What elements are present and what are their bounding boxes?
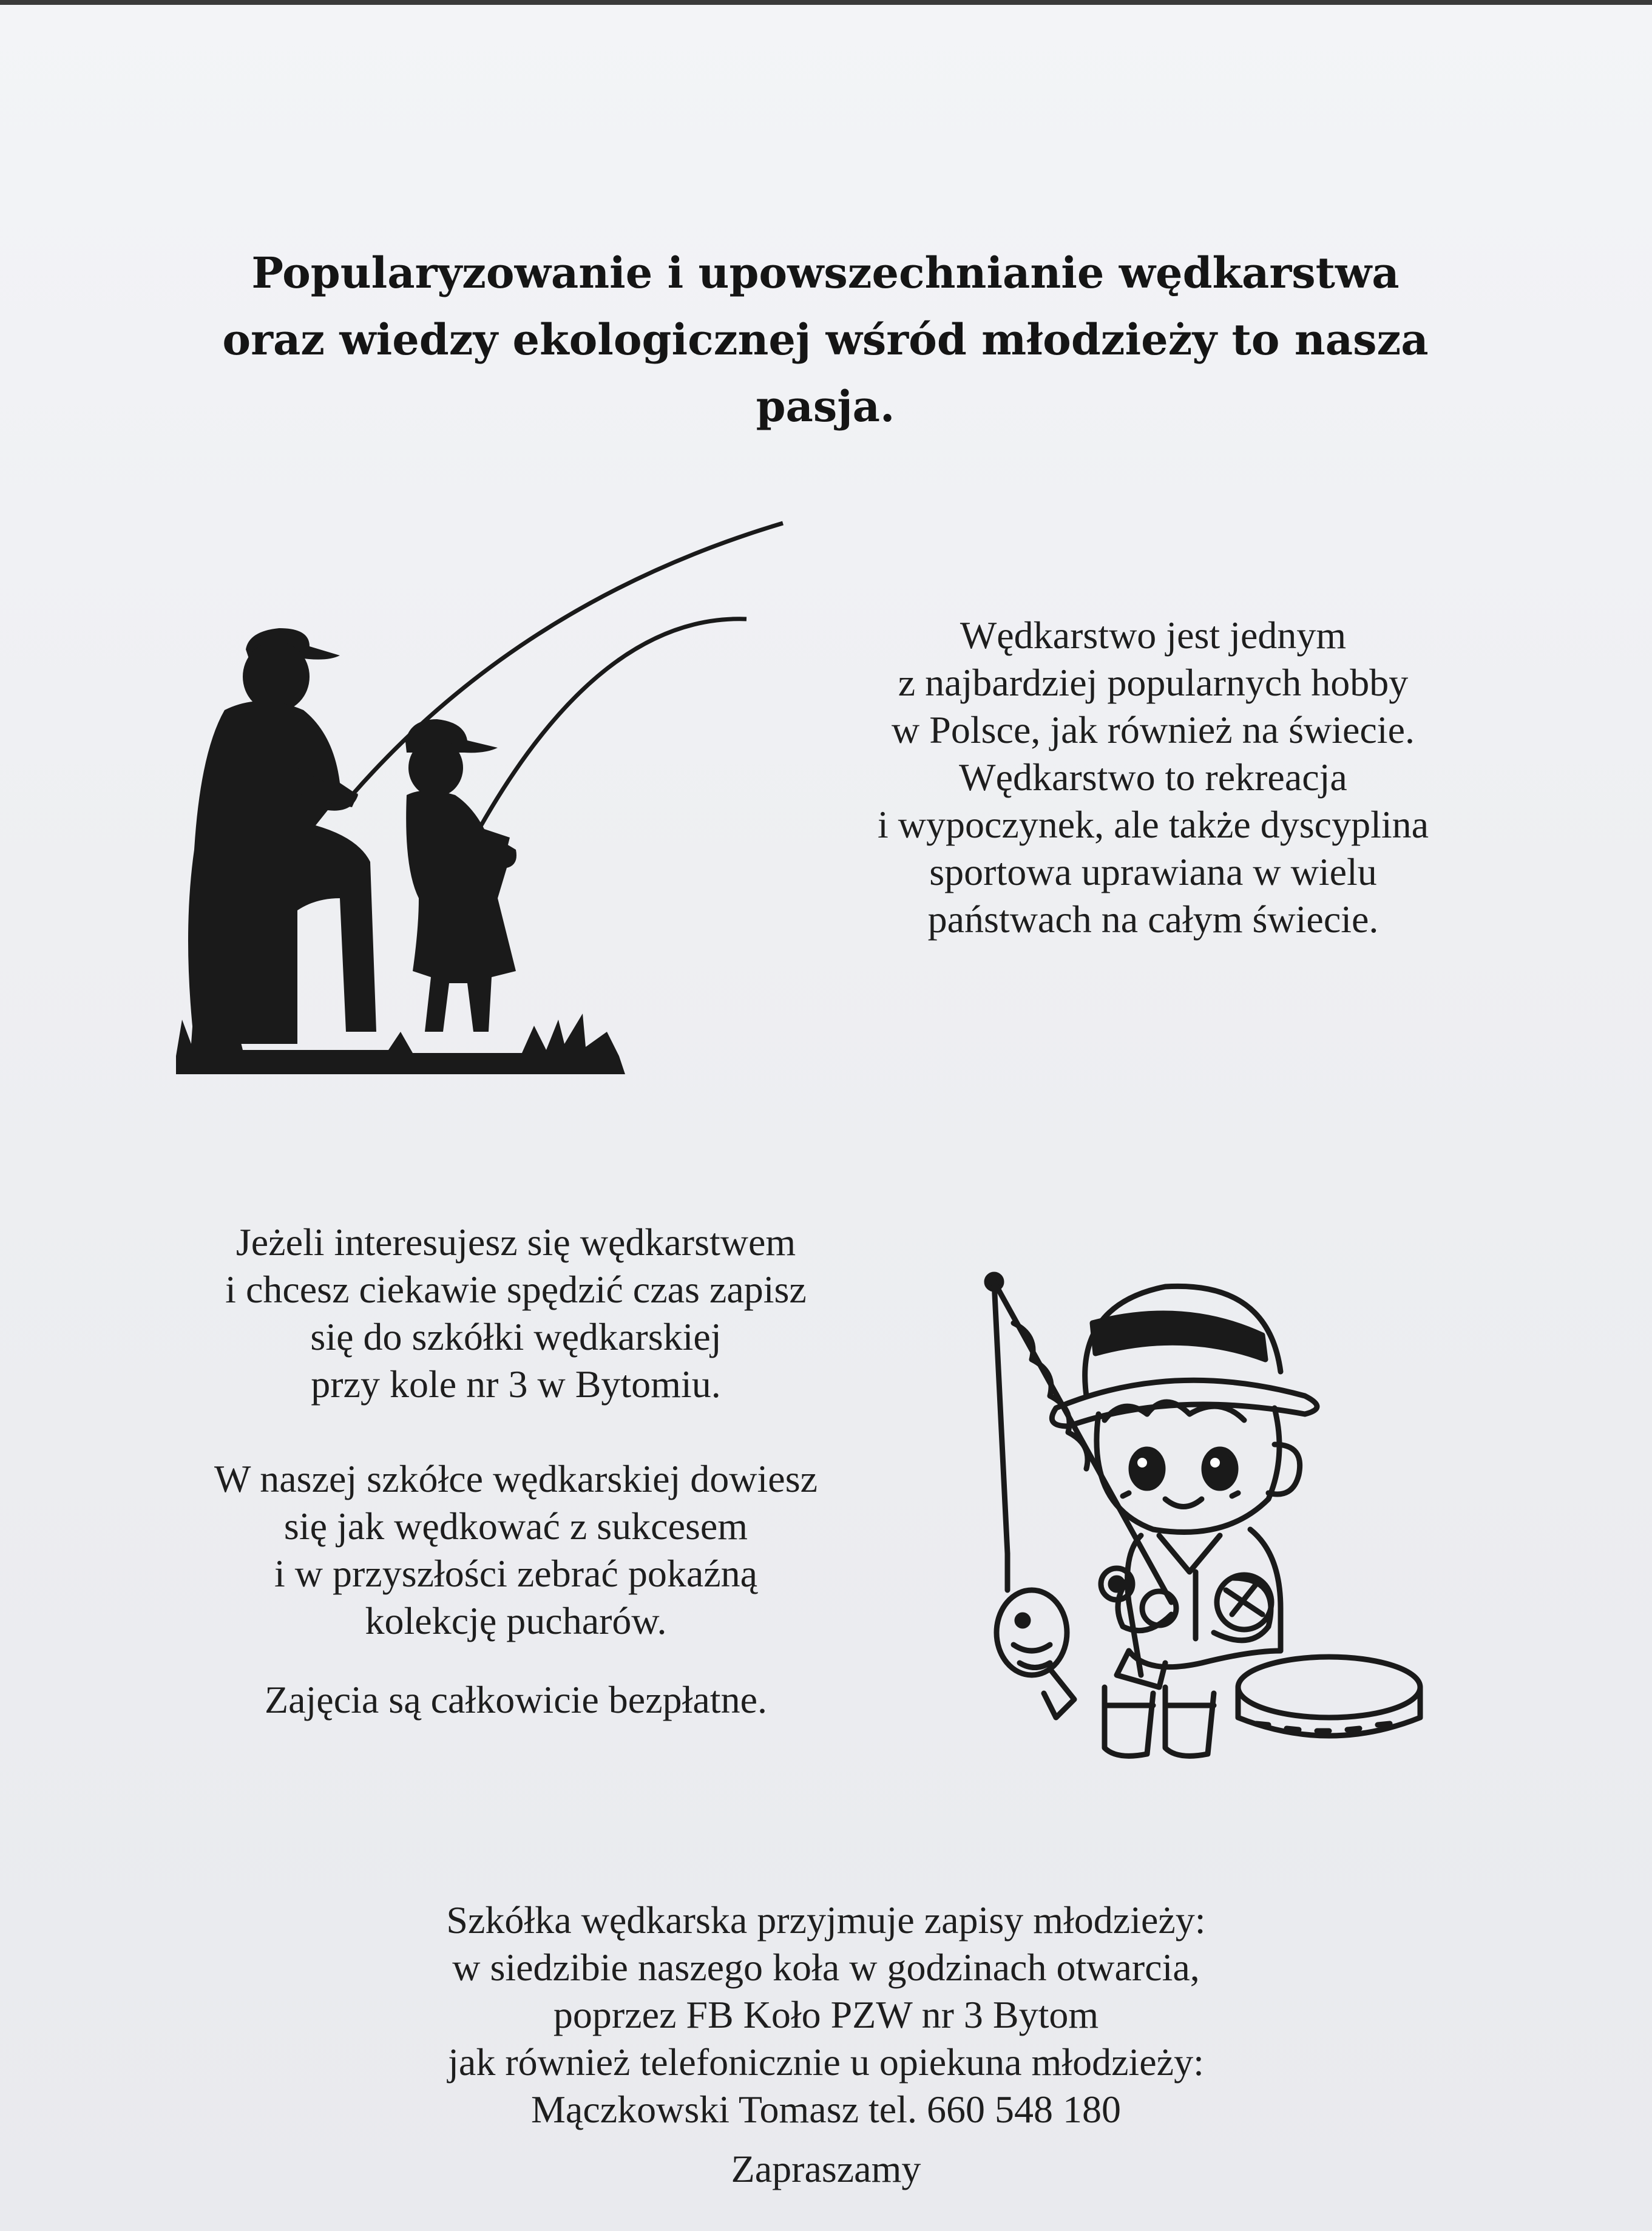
intro-line: i wypoczynek, ale także dyscyplina xyxy=(877,803,1429,846)
learning-line: i w przyszłości zebrać pokaźną xyxy=(274,1552,758,1595)
intro-line: w Polsce, jak również na świecie. xyxy=(892,708,1415,751)
learning-line: W naszej szkółce wędkarskiej dowiesz xyxy=(214,1457,818,1500)
invitation-line: Jeżeli interesujesz się wędkarstwem xyxy=(235,1220,796,1264)
intro-line: Wędkarstwo to rekreacja xyxy=(959,756,1347,799)
enrollment-paragraph xyxy=(280,1897,1372,2133)
title-line: Popularyzowanie i upowszechnianie wędkarstwa xyxy=(251,248,1400,298)
father-son-fishing-silhouette-icon xyxy=(158,510,795,1092)
title-line: pasja. xyxy=(756,381,895,432)
enrollment-contact: Mączkowski Tomasz tel. 660 548 180 xyxy=(531,2088,1121,2131)
learning-paragraph xyxy=(121,1455,910,1645)
intro-line: Wędkarstwo jest jednym xyxy=(960,614,1347,657)
enrollment-line: jak również telefonicznie u opiekuna młodzieży: xyxy=(448,2040,1204,2084)
intro-line: sportowa uprawiana w wielu xyxy=(929,850,1377,893)
learning-line: się jak wędkować z sukcesem xyxy=(283,1505,748,1548)
kid-fishing-cartoon-icon xyxy=(965,1214,1426,1778)
intro-line: państwach na całym świecie. xyxy=(927,898,1379,941)
title-line: oraz wiedzy ekologicznej wśród młodzieży to nasza xyxy=(222,314,1429,365)
invitation-line: przy kole nr 3 w Bytomiu. xyxy=(311,1363,721,1406)
free-paragraph xyxy=(121,1676,910,1724)
enrollment-line: w siedzibie naszego koła w godzinach otwarcia, xyxy=(452,1946,1200,1989)
invitation-line: się do szkółki wędkarskiej xyxy=(310,1315,722,1358)
intro-line: z najbardziej popularnych hobby xyxy=(898,661,1409,704)
free-line: Zajęcia są całkowicie bezpłatne. xyxy=(265,1678,767,1721)
poster-title xyxy=(97,240,1554,440)
invitation-paragraph xyxy=(121,1219,910,1408)
invitation-line: i chcesz ciekawie spędzić czas zapisz xyxy=(225,1268,807,1311)
learning-line: kolekcję pucharów. xyxy=(365,1599,667,1642)
enrollment-line: poprzez FB Koło PZW nr 3 Bytom xyxy=(553,1993,1099,2036)
top-edge xyxy=(0,0,1652,5)
intro-paragraph xyxy=(765,612,1542,943)
enrollment-line: Szkółka wędkarska przyjmuje zapisy młodzieży: xyxy=(446,1898,1206,1942)
closing-text: Zapraszamy xyxy=(731,2147,921,2190)
